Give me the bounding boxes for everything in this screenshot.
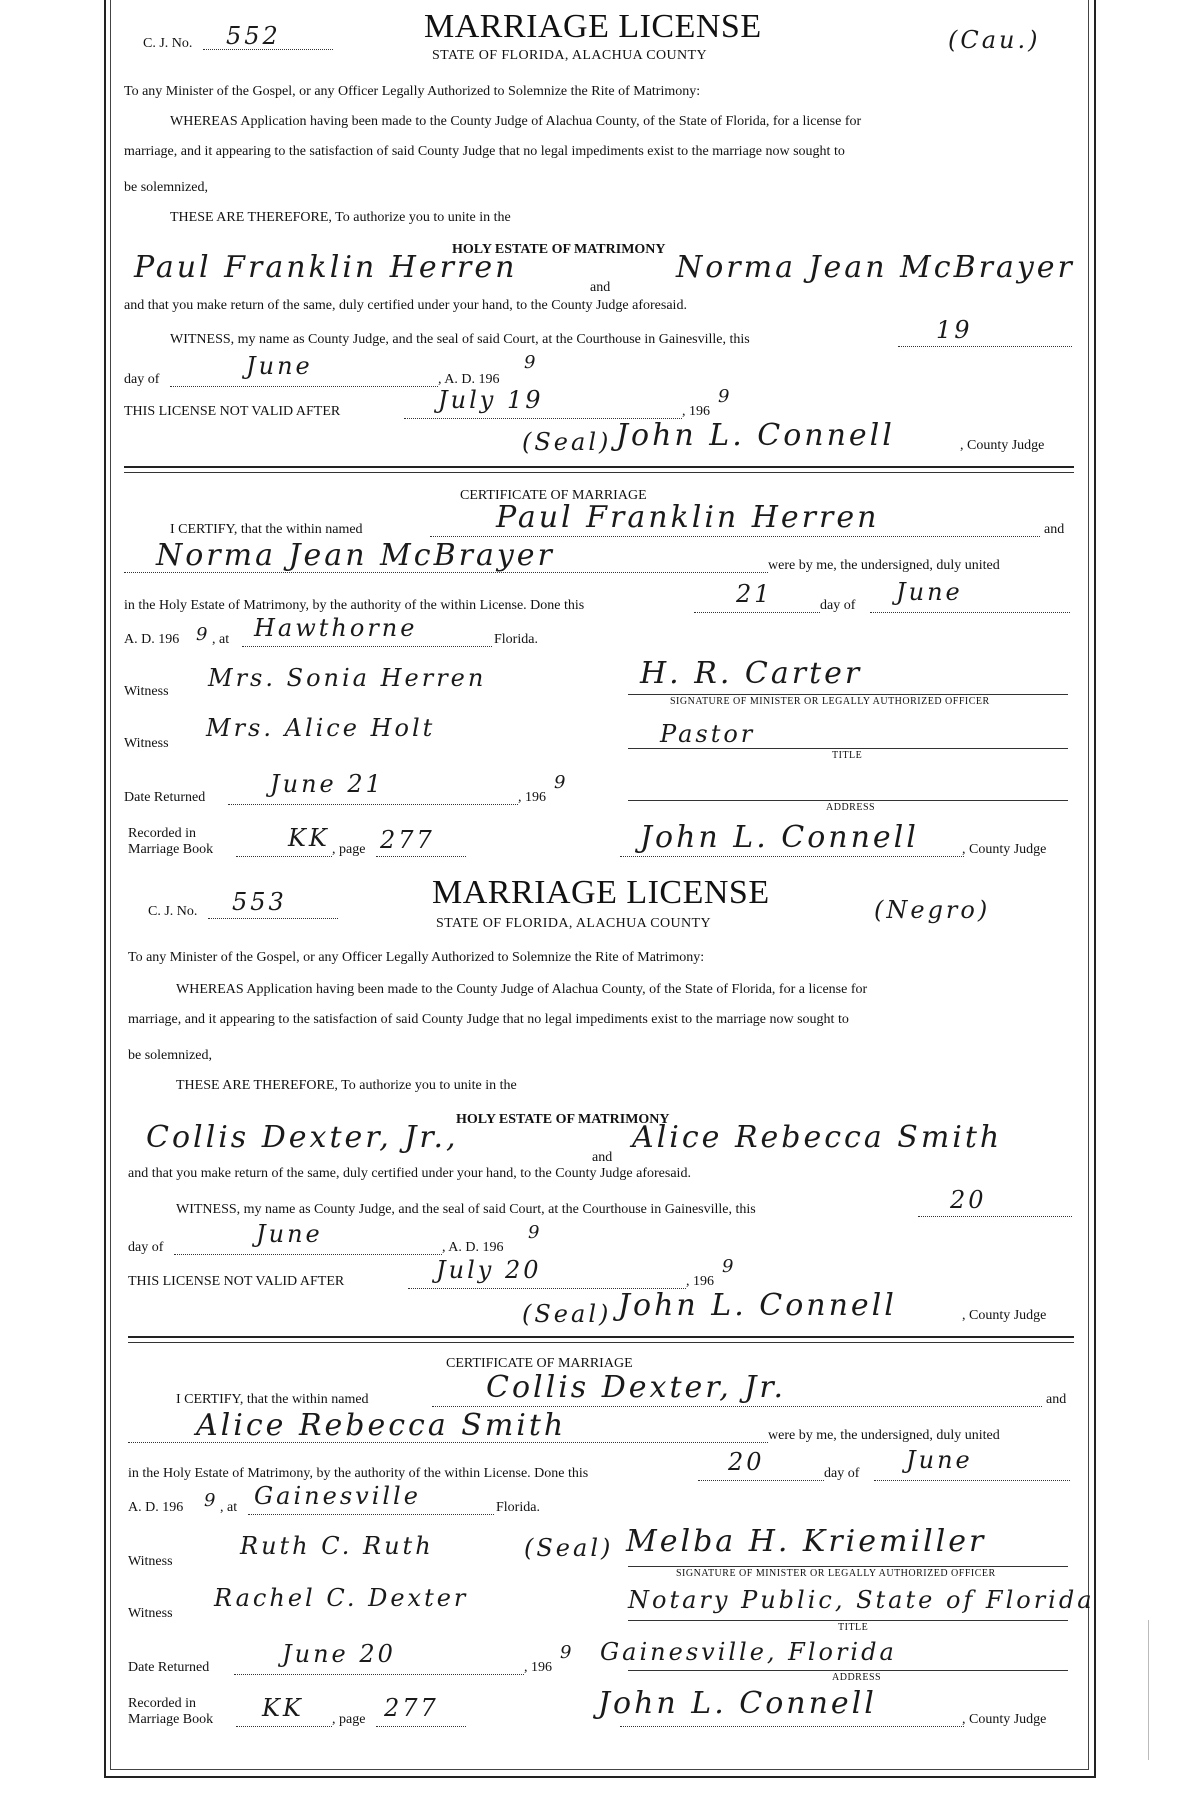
not-valid-date-1: July 19: [438, 386, 544, 414]
license-title-1: MARRIAGE LICENSE: [424, 8, 762, 45]
at-label-1: , at: [212, 632, 230, 647]
place-line-2: [248, 1514, 494, 1515]
not-valid-year-digit-2: 9: [722, 1256, 737, 1277]
whereas-line-1b: marriage, and it appearing to the satisfaction of said County Judge that no legal impediments exist to the marriage now sought to: [124, 144, 845, 159]
returned-year-digit-2: 9: [560, 1642, 575, 1663]
bride-name-1: Norma Jean McBrayer: [676, 250, 1075, 285]
bride-name-2: Alice Rebecca Smith: [632, 1120, 1003, 1155]
not-valid-year-1: , 196: [682, 404, 710, 419]
page-border-bottom: [104, 1776, 1096, 1778]
day-of2-label-2: day of: [824, 1466, 860, 1481]
done-day-2: 20: [728, 1448, 765, 1476]
these-are-1: THESE ARE THEREFORE, To authorize you to unite in the: [170, 210, 511, 225]
groom-name-2: Collis Dexter, Jr.,: [146, 1120, 459, 1155]
address-line-2: To any Minister of the Gospel, or any Officer Legally Authorized to Solemnize the Rite of Matrimony:: [128, 950, 705, 965]
florida-label-1: Florida.: [494, 632, 538, 647]
whereas-line-2a: WHEREAS Application having been made to the County Judge of Alachua County, of the State of Florida, for a license for: [176, 982, 868, 997]
address-line-rule-1: [628, 800, 1068, 801]
officer-sig-line-1: [628, 694, 1068, 695]
witness-line-2: WITNESS, my name as County Judge, and the seal of said Court, at the Courthouse in Gainesville, this: [176, 1202, 756, 1217]
return-line-1: and that you make return of the same, duly certified under your hand, to the County Judge aforesaid.: [124, 298, 687, 313]
ad-196-label-1: A. D. 196: [124, 632, 180, 647]
address-line-1: To any Minister of the Gospel, or any Officer Legally Authorized to Solemnize the Rite of Matrimony:: [124, 84, 701, 99]
at-label-2: , at: [220, 1500, 238, 1515]
witness-day-1: 19: [936, 316, 973, 344]
groom-name-1: Paul Franklin Herren: [134, 250, 518, 285]
license-month-1: June: [246, 352, 313, 380]
cert-and-2: and: [1046, 1392, 1067, 1407]
cert-groom-1: Paul Franklin Herren: [496, 500, 880, 535]
cert-bride-line-2: [128, 1442, 768, 1443]
cert-groom-2: Collis Dexter, Jr.: [486, 1370, 786, 1405]
cert-and-1: and: [1044, 522, 1065, 537]
done-day-line-1: [694, 612, 820, 613]
whereas-line-1a: WHEREAS Application having been made to the County Judge of Alachua County, of the State of Florida, for a license for: [170, 114, 862, 129]
page-label-2: , page: [332, 1712, 366, 1727]
whereas-line-1c: be solemnized,: [124, 180, 208, 195]
cert-groom-line-1: [430, 536, 1040, 537]
united-label-2: were by me, the undersigned, duly united: [768, 1428, 1000, 1443]
place-2: Gainesville: [254, 1482, 421, 1510]
done-month-line-2: [874, 1480, 1070, 1481]
county-judge-label-2: , County Judge: [962, 1308, 1047, 1323]
place-line-1: [242, 646, 492, 647]
month-line-2: [174, 1254, 442, 1255]
done-year-digit-2: 9: [204, 1490, 219, 1511]
done-month-line-1: [870, 612, 1070, 613]
seal-mark-2: (Seal): [522, 1300, 612, 1328]
holy-estate-2: HOLY ESTATE OF MATRIMONY: [456, 1112, 670, 1127]
united-label-1: were by me, the undersigned, duly united: [768, 558, 1000, 573]
page-line-1: [376, 856, 466, 857]
page-border-left: [104, 0, 106, 1778]
officer-sig-line-2: [628, 1566, 1068, 1567]
place-1: Hawthorne: [254, 614, 418, 642]
license-year-digit-2: 9: [528, 1222, 543, 1243]
page-border-left-inner: [110, 0, 111, 1770]
title-caption-1: TITLE: [832, 750, 863, 761]
holy-estate-1: HOLY ESTATE OF MATRIMONY: [452, 242, 666, 257]
cert-groom-line-2: [432, 1406, 1042, 1407]
whereas-line-2c: be solemnized,: [128, 1048, 212, 1063]
book-1: KK: [288, 824, 330, 852]
and-word-2: and: [592, 1150, 613, 1165]
these-are-2: THESE ARE THEREFORE, To authorize you to unite in the: [176, 1078, 517, 1093]
witness-day-2: 20: [950, 1186, 987, 1214]
officer-title-1: Pastor: [660, 720, 756, 748]
day-of-label-1: day of: [124, 372, 160, 387]
returned-year-1: , 196: [518, 790, 546, 805]
marriage-book-label-2: Marriage Book: [128, 1712, 214, 1727]
month-line-1: [170, 386, 438, 387]
date-returned-2: June 20: [282, 1640, 396, 1668]
officer-caption-1: SIGNATURE OF MINISTER OR LEGALLY AUTHORIZED OFFICER: [670, 696, 990, 707]
done-month-2: June: [906, 1446, 973, 1474]
done-day-1: 21: [736, 580, 773, 608]
holy-estate-line-2: in the Holy Estate of Matrimony, by the authority of the within License. Done this: [128, 1466, 589, 1481]
certify-label-1: I CERTIFY, that the within named: [170, 522, 363, 537]
officer-caption-2: SIGNATURE OF MINISTER OR LEGALLY AUTHORIZED OFFICER: [676, 1568, 996, 1579]
license-year-digit-1: 9: [524, 352, 539, 373]
witness2-2: Rachel C. Dexter: [214, 1584, 469, 1612]
license-subtitle-2: STATE OF FLORIDA, ALACHUA COUNTY: [436, 916, 711, 931]
florida-label-2: Florida.: [496, 1500, 540, 1515]
not-valid-label-2: THIS LICENSE NOT VALID AFTER: [128, 1274, 345, 1289]
certificate-title-1: CERTIFICATE OF MARRIAGE: [460, 488, 647, 503]
not-valid-year-digit-1: 9: [718, 386, 733, 407]
county-judge2-label-2: , County Judge: [962, 1712, 1047, 1727]
day-of-label-2: day of: [128, 1240, 164, 1255]
done-month-1: June: [896, 578, 963, 606]
page-2: 277: [384, 1694, 439, 1722]
recording-judge-1: John L. Connell: [640, 820, 919, 855]
witness2-1: Mrs. Alice Holt: [206, 714, 436, 742]
witness1-label-2: Witness: [128, 1554, 173, 1569]
address-caption-1: ADDRESS: [826, 802, 876, 813]
witness1-1: Mrs. Sonia Herren: [208, 664, 487, 692]
margin-mark: [1148, 1620, 1159, 1760]
license-title-2: MARRIAGE LICENSE: [432, 874, 770, 911]
officer-signature-1: H. R. Carter: [640, 656, 863, 691]
county-judge-label-1: , County Judge: [960, 438, 1045, 453]
cert-bride-line-1: [124, 572, 768, 573]
license-month-2: June: [256, 1220, 323, 1248]
divider-1b: [124, 472, 1074, 473]
book-line-1: [236, 856, 332, 857]
done-year-digit-1: 9: [196, 624, 211, 645]
ad-196-label-2: A. D. 196: [128, 1500, 184, 1515]
certificate-title-2: CERTIFICATE OF MARRIAGE: [446, 1356, 633, 1371]
cj-number-2: 553: [232, 888, 287, 916]
officer-signature-2: Melba H. Kriemiller: [626, 1524, 987, 1559]
divider-1a: [124, 466, 1074, 468]
witness2-label-2: Witness: [128, 1606, 173, 1621]
address-caption-2: ADDRESS: [832, 1672, 882, 1683]
cert-bride-1: Norma Jean McBrayer: [156, 538, 555, 573]
book-line-2: [236, 1726, 332, 1727]
page-line-2: [376, 1726, 466, 1727]
address-line-rule-2: [628, 1670, 1068, 1671]
witness-day-line-2: [918, 1216, 1072, 1217]
cj-label-1: C. J. No.: [143, 36, 193, 51]
date-returned-line-2: [234, 1674, 524, 1675]
whereas-line-2b: marriage, and it appearing to the satisfaction of said County Judge that no legal impediments exist to the marriage now sought to: [128, 1012, 849, 1027]
not-valid-label-1: THIS LICENSE NOT VALID AFTER: [124, 404, 341, 419]
officer-address-2: Gainesville, Florida: [600, 1638, 897, 1666]
recording-judge-line-1: [620, 856, 964, 857]
witness-line-1: WITNESS, my name as County Judge, and the seal of said Court, at the Courthouse in Gainesville, this: [170, 332, 750, 347]
not-valid-date-2: July 20: [436, 1256, 542, 1284]
county-judge2-label-1: , County Judge: [962, 842, 1047, 857]
title-line-2: [628, 1620, 1068, 1621]
seal-mark-1: (Seal): [522, 428, 612, 456]
date-returned-label-1: Date Returned: [124, 790, 206, 805]
annotation-1: (Cau.): [948, 26, 1041, 54]
date-returned-label-2: Date Returned: [128, 1660, 210, 1675]
page-border-right-inner: [1088, 0, 1089, 1770]
recorded-in-label-2: Recorded in: [128, 1696, 197, 1711]
title-caption-2: TITLE: [838, 1622, 869, 1633]
returned-year-digit-1: 9: [554, 772, 569, 793]
cj-number-line-2: [208, 918, 338, 919]
officer-seal-2: (Seal): [524, 1534, 614, 1562]
not-valid-year-2: , 196: [686, 1274, 714, 1289]
ad-label-2: , A. D. 196: [442, 1240, 504, 1255]
done-day-line-2: [698, 1480, 824, 1481]
returned-year-2: , 196: [524, 1660, 552, 1675]
title-line-1: [628, 748, 1068, 749]
officer-title-2: Notary Public, State of Florida: [628, 1586, 1095, 1614]
witness1-label-1: Witness: [124, 684, 169, 699]
cj-number-1: 552: [226, 22, 281, 50]
recording-judge-2: John L. Connell: [598, 1686, 877, 1721]
witness-day-line-1: [898, 346, 1072, 347]
page-1: 277: [380, 826, 435, 854]
witness2-label-1: Witness: [124, 736, 169, 751]
page-label-1: , page: [332, 842, 366, 857]
divider-2b: [128, 1342, 1074, 1343]
book-2: KK: [262, 1694, 304, 1722]
page-border-right: [1094, 0, 1096, 1778]
witness1-2: Ruth C. Ruth: [240, 1532, 434, 1560]
judge-signature-1: John L. Connell: [616, 418, 895, 453]
recorded-in-label-1: Recorded in: [128, 826, 197, 841]
return-line-2: and that you make return of the same, duly certified under your hand, to the County Judge aforesaid.: [128, 1166, 691, 1181]
page-border-bottom-inner: [110, 1769, 1089, 1770]
judge-signature-2: John L. Connell: [618, 1288, 897, 1323]
date-returned-line-1: [228, 804, 518, 805]
marriage-book-label-1: Marriage Book: [128, 842, 214, 857]
cj-label-2: C. J. No.: [148, 904, 198, 919]
date-returned-1: June 21: [270, 770, 384, 798]
holy-estate-line-1: in the Holy Estate of Matrimony, by the authority of the within License. Done this: [124, 598, 585, 613]
divider-2a: [128, 1336, 1074, 1338]
certify-label-2: I CERTIFY, that the within named: [176, 1392, 369, 1407]
and-word-1: and: [590, 280, 611, 295]
ad-label-1: , A. D. 196: [438, 372, 500, 387]
annotation-2: (Negro): [874, 896, 991, 924]
cert-bride-2: Alice Rebecca Smith: [196, 1408, 567, 1443]
license-subtitle-1: STATE OF FLORIDA, ALACHUA COUNTY: [432, 48, 707, 63]
recording-judge-line-2: [620, 1726, 964, 1727]
day-of2-label-1: day of: [820, 598, 856, 613]
